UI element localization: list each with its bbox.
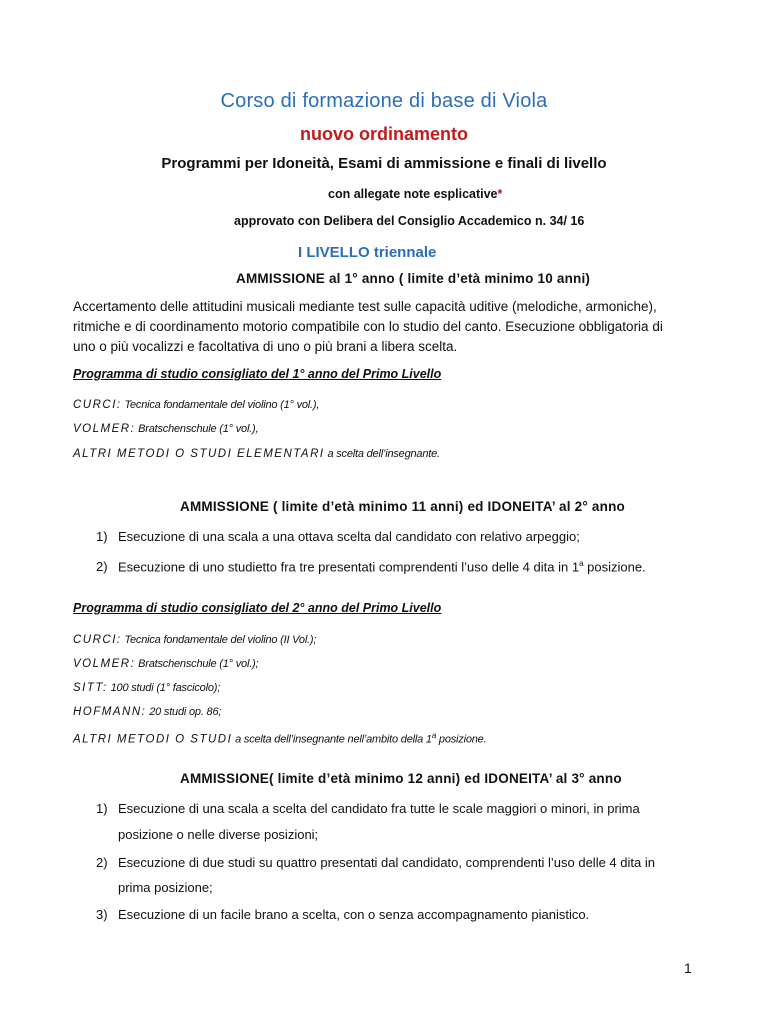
admission-1-text-line-2: ritmiche e di coordinamento motorio compatibile con lo studio del canto. Esecuzione obbligatoria di	[73, 319, 663, 334]
item-text: Esecuzione di uno studietto fra tre presentati comprendenti l’uso delle 4 dita in 1	[118, 559, 580, 575]
item-text: Esecuzione di una scala a una ottava scelta dal candidato con relativo arpeggio;	[118, 529, 580, 544]
programs-heading: Programmi per Idoneità, Esami di ammissione e finali di livello	[161, 155, 607, 172]
program-2-heading: Programma di studio consigliato del 2° anno del Primo Livello	[73, 601, 442, 615]
book-author: CURCI:	[73, 399, 122, 411]
note-text: con allegate note esplicative	[328, 187, 498, 201]
admission-3-heading: AMMISSIONE( limite d’età minimo 12 anni) ed IDONEITA’ al 3° anno	[180, 771, 622, 786]
book-author: VOLMER:	[73, 658, 136, 670]
book-author: VOLMER:	[73, 423, 136, 435]
item-text: Esecuzione di un facile brano a scelta, con o senza accompagnamento pianistico.	[118, 907, 590, 922]
admission-3-item	[96, 801, 640, 816]
item-number: 1)	[96, 801, 108, 816]
program-2-book	[73, 682, 220, 694]
book-title: a scelta dell’insegnante.	[324, 448, 440, 460]
program-1-book	[73, 448, 440, 460]
item-text: Esecuzione di una scala a scelta del candidato fra tutte le scale maggiori o minori, in prima	[118, 801, 640, 816]
book-title: Bratschenschule (1° vol.);	[135, 658, 259, 670]
book-title: a scelta dell’insegnante nell’ambito della 1	[232, 733, 432, 746]
admission-3-item	[96, 907, 589, 922]
book-title: Tecnica fondamentale del violino (II Vol.);	[121, 634, 317, 646]
program-1-heading: Programma di studio consigliato del 1° anno del Primo Livello	[73, 367, 442, 381]
superscript: a	[579, 559, 584, 568]
book-title: 20 studi op. 86;	[146, 706, 222, 718]
document-title: Corso di formazione di base di Viola	[220, 90, 548, 112]
admission-1-heading: AMMISSIONE al 1° anno ( limite d’età minimo 10 anni)	[236, 271, 591, 286]
program-2-book	[73, 634, 316, 646]
admission-3-item-continuation: prima posizione;	[118, 880, 213, 895]
admission-3-item-continuation: posizione o nelle diverse posizioni;	[118, 827, 319, 842]
book-title-tail: posizione.	[436, 733, 487, 746]
admission-2-heading: AMMISSIONE ( limite d’età minimo 11 anni) ed IDONEITA’ al 2° anno	[180, 499, 625, 514]
admission-1-text-line-1: Accertamento delle attitudini musicali mediante test sulle capacità uditive (melodiche, armoniche),	[73, 299, 657, 314]
level-title: I LIVELLO triennale	[298, 244, 437, 261]
item-text: Esecuzione di due studi su quattro presentati dal candidato, comprendenti l’uso delle 4 dita in	[118, 855, 655, 870]
explanatory-note-line	[328, 187, 502, 201]
page-number: 1	[684, 960, 692, 976]
item-number: 2)	[96, 855, 108, 870]
item-number: 3)	[96, 907, 108, 922]
document-subtitle: nuovo ordinamento	[300, 124, 468, 144]
program-2-book	[73, 706, 221, 718]
note-asterisk: *	[497, 187, 503, 201]
admission-3-item	[96, 855, 655, 870]
book-title: 100 studi (1° fascicolo);	[107, 682, 221, 694]
item-number: 1)	[96, 529, 108, 544]
item-text-tail: posizione.	[583, 559, 646, 575]
program-1-book	[73, 399, 319, 411]
admission-2-item	[96, 559, 646, 574]
book-author: CURCI:	[73, 634, 122, 646]
program-1-book	[73, 423, 258, 435]
program-2-book	[73, 658, 258, 670]
book-author: ALTRI METODI O STUDI ELEMENTARI	[73, 448, 325, 460]
admission-1-text-line-3: uno o più vocalizzi e facoltativa di uno o più brani a libera scelta.	[73, 339, 458, 354]
book-title: Tecnica fondamentale del violino (1° vol.),	[121, 399, 320, 411]
admission-2-item	[96, 529, 580, 544]
book-author: ALTRI METODI O STUDI	[73, 733, 233, 746]
book-author: SITT:	[73, 682, 108, 694]
item-number: 2)	[96, 559, 108, 575]
book-title: Bratschenschule (1° vol.),	[135, 423, 259, 435]
book-author: HOFMANN:	[73, 706, 147, 718]
program-2-book	[73, 731, 486, 746]
approval-line: approvato con Delibera del Consiglio Accademico n. 34/ 16	[234, 214, 585, 228]
superscript: a	[431, 731, 437, 740]
